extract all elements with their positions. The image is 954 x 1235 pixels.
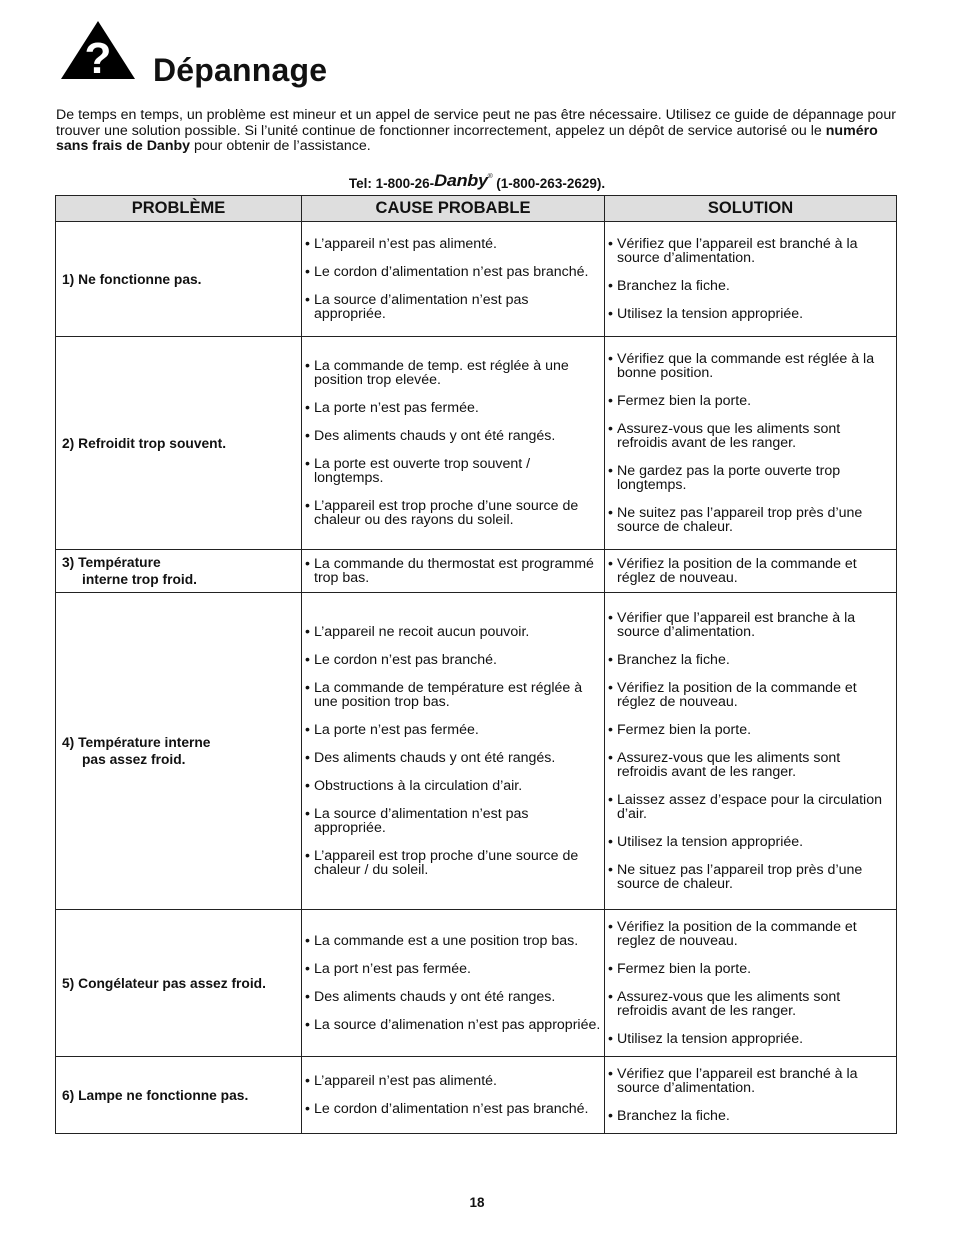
cause-cell — [302, 1057, 605, 1134]
solution-item: • Assurez-vous que les aliments sont refroidis avant de les ranger. — [608, 422, 893, 450]
problem-cell — [56, 910, 302, 1057]
phone-prefix: Tel: 1-800-26- — [348, 176, 435, 191]
table-row — [56, 593, 897, 910]
page-number: 18 — [469, 1195, 485, 1210]
problem-label: 5) Congélateur pas assez froid. — [62, 975, 266, 991]
cause-cell — [302, 593, 605, 910]
cause-item: • L’appareil n’est pas alimenté. — [305, 1074, 601, 1088]
table-row — [56, 222, 897, 337]
table-row — [56, 550, 897, 593]
cause-item: • La commande de temp. est réglée à une position trop elevée. — [305, 359, 601, 387]
problem-label: 6) Lampe ne fonctionne pas. — [62, 1087, 249, 1103]
problem-column-header: PROBLÈME — [56, 196, 302, 222]
solution-item: • Utilisez la tension appropriée. — [608, 307, 893, 321]
solution-item: • Branchez la fiche. — [608, 1109, 893, 1123]
registered-mark: ® — [487, 173, 493, 180]
solution-item: • Laissez assez d’espace pour la circulation d’air. — [608, 793, 893, 821]
problem-label: 1) Ne fonctionne pas. — [62, 271, 202, 287]
cause-list — [305, 359, 601, 527]
solution-item: • Vérifiez la position de la commande et reglez de nouveau. — [608, 920, 893, 948]
solution-item: • Assurez-vous que les aliments sont refroidis avant de les ranger. — [608, 990, 893, 1018]
solution-cell — [605, 337, 897, 550]
table-row — [56, 337, 897, 550]
solution-cell — [605, 1057, 897, 1134]
solution-list — [608, 611, 893, 891]
table-row — [56, 1057, 897, 1134]
cause-item: • La commande du thermostat est programmé trop bas. — [305, 557, 601, 585]
cause-list — [305, 557, 601, 585]
solution-item: • Utilisez la tension appropriée. — [608, 1032, 893, 1046]
problem-cell — [56, 222, 302, 337]
solution-list — [608, 920, 893, 1046]
cause-cell — [302, 222, 605, 337]
solution-item: • Ne situez pas l’appareil trop près d’une source de chaleur. — [608, 863, 893, 891]
problem-label: 2) Refroidit trop souvent. — [62, 435, 227, 451]
cause-list — [305, 1074, 601, 1116]
solution-item: • Vérifiez que l’appareil est branché à la source d’alimentation. — [608, 1067, 893, 1095]
intro-paragraph — [56, 108, 896, 155]
danby-brand-logo — [434, 167, 492, 190]
solution-item: • Vérifiez que l’appareil est branché à la source d’alimentation. — [608, 237, 893, 265]
solution-column-header: SOLUTION — [605, 196, 897, 222]
solution-item: • Vérifiez la position de la commande et réglez de nouveau. — [608, 557, 893, 585]
cause-item: • Le cordon d’alimentation n’est pas branché. — [305, 265, 601, 279]
solution-item: • Branchez la fiche. — [608, 279, 893, 293]
solution-item: • Ne gardez pas la porte ouverte trop longtemps. — [608, 464, 893, 492]
solution-item: • Utilisez la tension appropriée. — [608, 835, 893, 849]
solution-cell — [605, 550, 897, 593]
solution-item: • Vérifiez la position de la commande et réglez de nouveau. — [608, 681, 893, 709]
problem-cell — [56, 593, 302, 910]
cause-item: • Le cordon d’alimentation n’est pas branché. — [305, 1102, 601, 1116]
cause-cell — [302, 910, 605, 1057]
page-title: Dépannage — [153, 52, 328, 88]
solution-item: • Vérifier que l’appareil est branche à la source d’alimentation. — [608, 611, 893, 639]
question-triangle-icon — [60, 20, 136, 80]
cause-item: • L’appareil est trop proche d’une source de chaleur ou des rayons du soleil. — [305, 499, 601, 527]
cause-cell — [302, 337, 605, 550]
cause-cell — [302, 550, 605, 593]
cause-item: • La porte est ouverte trop souvent / longtemps. — [305, 457, 601, 485]
solution-list — [608, 557, 893, 585]
cause-item: • La commande de température est réglée à une position trop bas. — [305, 681, 601, 709]
problem-cell — [56, 337, 302, 550]
cause-item: • La source d’alimenation n’est pas appropriée. — [305, 1018, 601, 1032]
table-row — [56, 910, 897, 1057]
problem-label-continued: interne trop froid. — [82, 572, 197, 587]
solution-list — [608, 352, 893, 534]
cause-item: • L’appareil n’est pas alimenté. — [305, 237, 601, 251]
cause-item: • Le cordon n’est pas branché. — [305, 653, 601, 667]
solution-list — [608, 237, 893, 321]
cause-item: • L’appareil ne recoit aucun pouvoir. — [305, 625, 601, 639]
cause-item: • Obstructions à la circulation d’air. — [305, 779, 601, 793]
solution-item: • Fermez bien la porte. — [608, 394, 893, 408]
solution-item: • Fermez bien la porte. — [608, 962, 893, 976]
cause-item: • Des aliments chauds y ont été ranges. — [305, 990, 601, 1004]
phone-suffix: . — [601, 176, 606, 191]
solution-item: • Vérifiez que la commande est réglée à la bonne position. — [608, 352, 893, 380]
problem-label: 4) Température interne — [62, 735, 211, 750]
table-header-row — [56, 196, 897, 222]
cause-item: • La porte n’est pas fermée. — [305, 723, 601, 737]
phone-number: (1-800-263-2629) — [492, 176, 602, 191]
cause-item: • Des aliments chauds y ont été rangés. — [305, 751, 601, 765]
intro-text: De temps en temps, un problème est mineur et un appel de service peut ne pas être nécessaire. Utilisez ce guide de dépannage pour trouver une solution possible. Si l’unité continue de fonctionner incorrectement, appelez un dépôt de service autorisé ou le — [56, 107, 896, 139]
solution-item: • Assurez-vous que les aliments sont refroidis avant de les ranger. — [608, 751, 893, 779]
cause-item: • L’appareil est trop proche d’une source de chaleur / du soleil. — [305, 849, 601, 877]
cause-column-header: CAUSE PROBABLE — [302, 196, 605, 222]
solution-cell — [605, 593, 897, 910]
troubleshooting-table — [55, 195, 897, 1134]
solution-list — [608, 1067, 893, 1123]
question-mark-glyph: ? — [84, 34, 112, 80]
problem-cell — [56, 550, 302, 593]
intro-toll-free-label: numéro sans frais de Danby — [56, 122, 878, 154]
problem-cell — [56, 1057, 302, 1134]
intro-text-end: pour obtenir de l’assistance. — [190, 138, 371, 154]
cause-item: • La source d’alimentation n’est pas appropriée. — [305, 293, 601, 321]
solution-cell — [605, 910, 897, 1057]
cause-item: • Des aliments chauds y ont été rangés. — [305, 429, 601, 443]
cause-list — [305, 934, 601, 1032]
cause-list — [305, 237, 601, 321]
solution-item: • Fermez bien la porte. — [608, 723, 893, 737]
solution-item: • Branchez la fiche. — [608, 653, 893, 667]
cause-item: • La commande est a une position trop bas. — [305, 934, 601, 948]
brand-name: Danby — [434, 171, 488, 190]
phone-line — [0, 166, 954, 195]
cause-item: • La port n’est pas fermée. — [305, 962, 601, 976]
problem-label: 3) Température — [62, 555, 161, 570]
cause-item: • La porte n’est pas fermée. — [305, 401, 601, 415]
problem-label-continued: pas assez froid. — [82, 752, 186, 767]
cause-item: • La source d’alimentation n’est pas appropriée. — [305, 807, 601, 835]
solution-item: • Ne suitez pas l’appareil trop près d’une source de chaleur. — [608, 506, 893, 534]
solution-cell — [605, 222, 897, 337]
cause-list — [305, 625, 601, 877]
